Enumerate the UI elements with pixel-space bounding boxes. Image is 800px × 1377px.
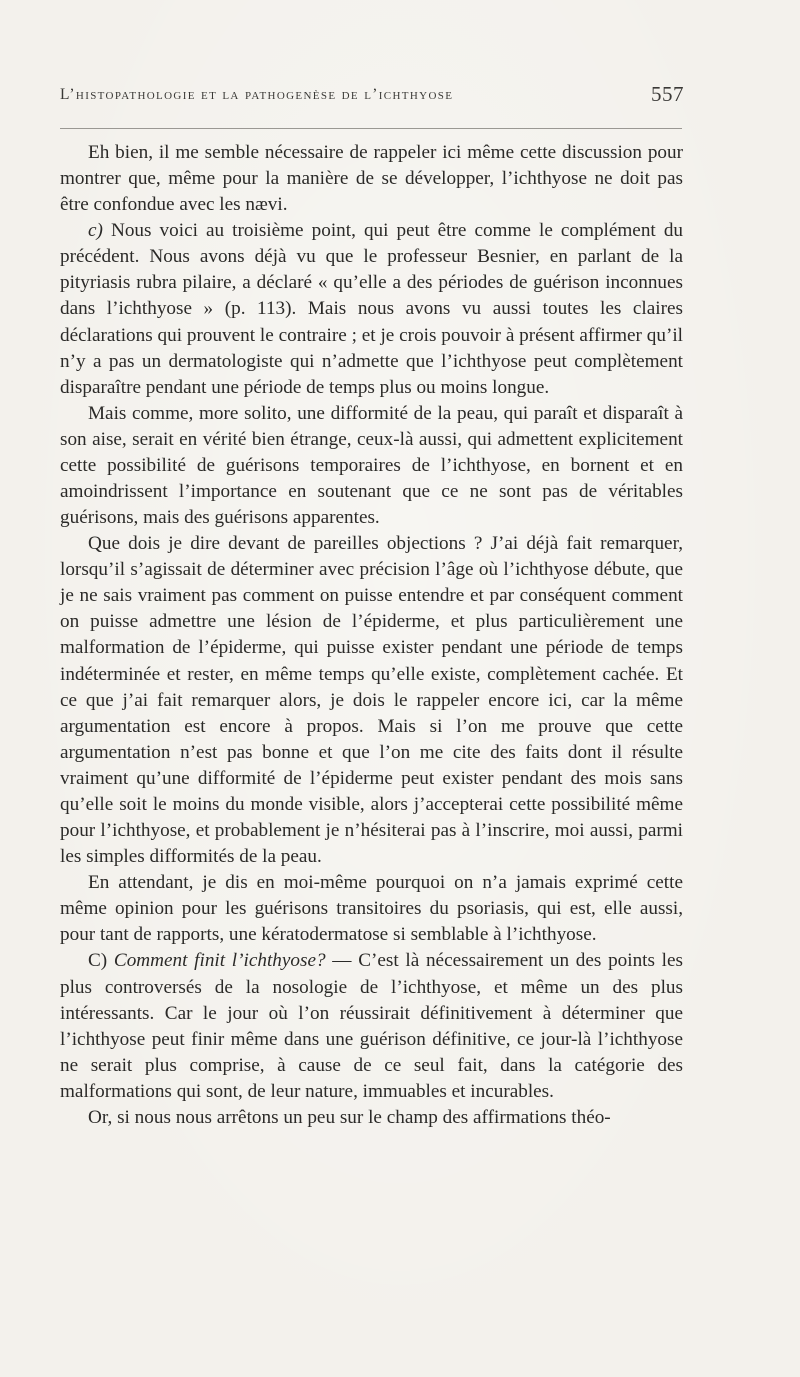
section-heading: Comment finit l’ichthyose? (113, 950, 326, 972)
paragraph (60, 870, 683, 948)
paragraph-text: En attendant, je dis en moi-même pourquoi on n’a jamais exprimé cette même opinion pour les guérisons transitoires du psoriasis, qui est, elle aussi, pour tant de rapports, une kératodermatose si semblable à l’ichthyose. (60, 872, 683, 946)
paragraph (60, 1105, 683, 1131)
paragraph-text: Que dois je dire devant de pareilles objections ? J’ai déjà fait remarquer, lorsqu’il s’agissait de déterminer avec précision l’âge où l’ichthyose débute, que je ne sais vraiment pas comment on puisse entendre et par conséquent comment on puisse admettre une lésion de l’épiderme, et plus particulièrement une malformation de l’épiderme, qui puisse exister pendant une période de temps indéterminée et rester, en même temps qu’elle existe, complètement cachée. Et ce que j’ai fait remarquer alors, je dois le rappeler encore ici, car la même argumentation est encore à propos. Mais si l’on me prouve que cette argumentation n’est pas bonne et que l’on me cite des faits dont il résulte vraiment qu’une difformité de l’épiderme peut exister pendant des mois sans qu’elle soit le moins du monde visible, alors j’accepterai cette possibilité même pour l’ichthyose, et probablement je n’hésiterai pas à l’inscrire, moi aussi, parmi les simples difformités de la peau. (60, 533, 683, 868)
paragraph-text: Nous voici au troisième point, qui peut être comme le complément du précédent. Nous avons déjà vu que le professeur Besnier, en parlant de la pityriasis rubra pilaire, a déclaré « qu’elle a des périodes de guérison inconnues dans l’ichthyose » (p. 113). Mais nous avons vu aussi toutes les claires déclarations qui prouvent le contraire ; et je crois pouvoir à présent affirmer qu’il n’y a pas un dermatologiste qui n’admette que l’ichthyose peut complètement disparaître pendant une période de temps plus ou moins longue. (60, 220, 683, 398)
section-marker: C) (88, 950, 108, 972)
running-header (60, 82, 684, 116)
paragraph (60, 948, 683, 1104)
body-text (60, 140, 683, 1131)
header-rule (60, 128, 682, 129)
page-number: 557 (651, 82, 684, 106)
paragraph (60, 531, 683, 870)
paragraph-text: — C’est là nécessairement un des points les plus controversés de la nosologie de l’ichthyose, et même un des plus intéressants. Car le jour où l’on réussirait définitivement à déterminer que l’ichthyose peut finir même dans une guérison définitive, ce jour-là l’ichthyose ne serait plus comprise, à cause de ce seul fait, dans la catégorie des malformations qui sont, de leur nature, immuables et incurables. (60, 950, 683, 1102)
paragraph (60, 140, 683, 218)
paragraph-text: Mais comme, more solito, une difformité de la peau, qui paraît et disparaît à son aise, serait en vérité bien étrange, ceux-là aussi, qui admettent explicitement cette possibilité de guérisons temporaires de l’ichthyose, en bornent et en amoindrissent l’importance en soutenant que ce ne sont pas de véritables guérisons, mais des guérisons apparentes. (60, 402, 683, 529)
running-title: L’histopathologie et la pathogenèse de l’ichthyose (60, 86, 454, 103)
paragraph (60, 401, 683, 531)
section-marker: c) (88, 220, 103, 242)
paragraph-text: Or, si nous nous arrêtons un peu sur le champ des affirmations théo- (88, 1106, 611, 1128)
paragraph (60, 218, 683, 401)
paragraph-text: Eh bien, il me semble nécessaire de rappeler ici même cette discussion pour montrer que, même pour la manière de se développer, l’ichthyose ne doit pas être confondue avec les nævi. (60, 142, 683, 216)
